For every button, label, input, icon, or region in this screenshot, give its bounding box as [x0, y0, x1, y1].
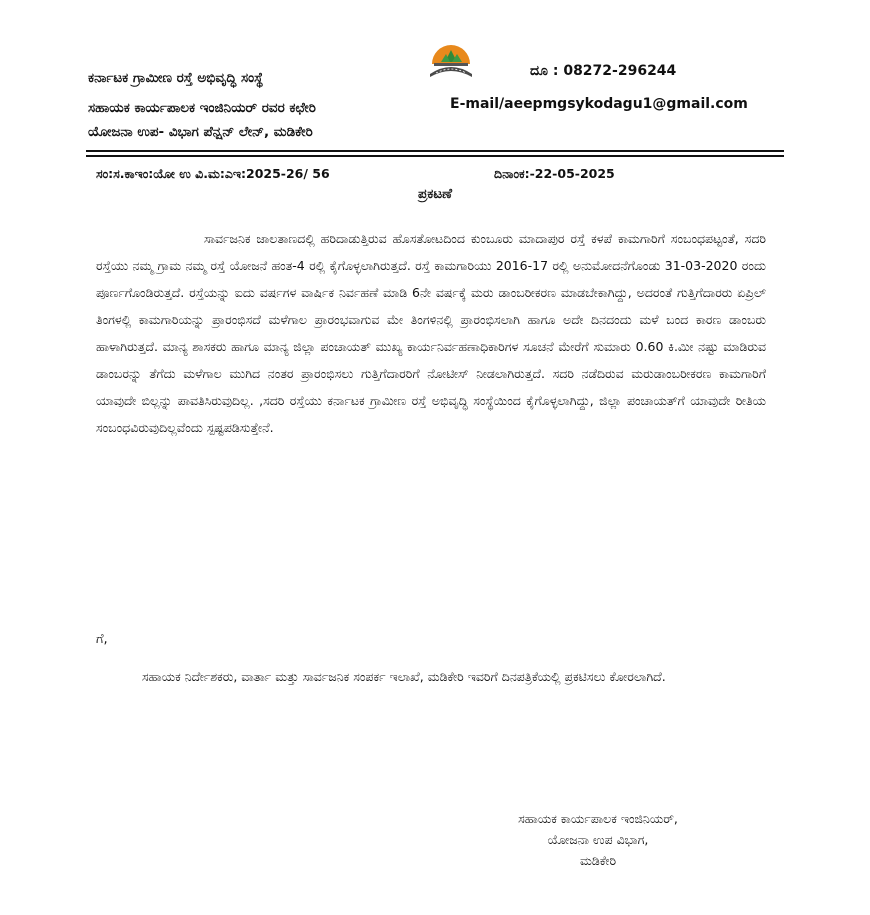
recipient-text: ಸಹಾಯಕ ನಿರ್ದೇಶಕರು, ವಾರ್ತಾ ಮತ್ತು ಸಾರ್ವಜನಿಕ ಸಂಪರ್ಕ ಇಲಾಖೆ, ಮಡಿಕೇರಿ ಇವರಿಗೆ ದಿನಪತ್ರಿಕೆಯಲ್ಲಿ ಪ್ರಕಟಿಸಲು ಕೋರಲಾಗಿದೆ.: [142, 669, 666, 684]
signature-designation: ಸಹಾಯಕ ಕಾರ್ಯಪಾಲಕ ಇಂಜಿನಿಯರ್,: [518, 811, 678, 826]
signature-place: ಮಡಿಕೇರಿ: [579, 853, 617, 868]
reference-number: ಸಂ:ಸ.ಕಾಇಂ:ಯೋ ಉ ವಿ.ಮ:ಎಇ:2025-26/ 56: [96, 166, 330, 181]
header-divider-top: [86, 150, 784, 152]
office-address: ಯೋಜನಾ ಉಪ- ವಿಭಾಗ ಪೆನ್ಷನ್ ಲೇನ್, ಮಡಿಕೇರಿ: [88, 124, 313, 140]
to-label: ಗೆ,: [96, 632, 108, 647]
org-name: ಕರ್ನಾಟಕ ಗ್ರಾಮೀಣ ರಸ್ತೆ ಅಭಿವೃದ್ಧಿ ಸಂಸ್ಥೆ: [88, 70, 264, 86]
notice-body: ಸಾರ್ವಜನಿಕ ಜಾಲತಾಣದಲ್ಲಿ ಹರಿದಾಡುತ್ತಿರುವ ಹೊಸತೋಟದಿಂದ ಕುಂಬೂರು ಮಾದಾಪುರ ರಸ್ತೆ ಕಳಪೆ ಕಾಮಗಾರಿಗೆ ಸಂಬಂಧಪಟ್ಟಂತೆ, ಸದರಿ ರಸ್ತೆಯು ನಮ್ಮ ಗ್ರಾಮ ನಮ್ಮ ರಸ್ತೆ ಯೋಜನೆ ಹಂತ-4 ರಲ್ಲಿ ಕೈಗೊಳ್ಳಲಾಗಿರುತ್ತದೆ. ರಸ್ತೆ ಕಾಮಗಾರಿಯು 2016-17 ರಲ್ಲಿ ಅನುಮೋದನೆಗೊಂಡು 31-03-2020 ರಂದು ಪೂರ್ಣಗೊಂಡಿರುತ್ತದೆ. ರಸ್ತೆಯನ್ನು ಐದು ವರ್ಷಗಳ ವಾರ್ಷಿಕ ನಿರ್ವಹಣೆ ಮಾಡಿ 6ನೇ ವರ್ಷಕ್ಕೆ ಮರು ಡಾಂಬರೀಕರಣ ಮಾಡಬೇಕಾಗಿದ್ದು, ಅದರಂತೆ ಗುತ್ತಿಗೆದಾರರು ಏಪ್ರಿಲ್ ತಿಂಗಳಲ್ಲಿ ಕಾಮಗಾರಿಯನ್ನು ಪ್ರಾರಂಭಿಸದೆ ಮಳೆಗಾಲ ಪ್ರಾರಂಭವಾಗುವ ಮೇ ತಿಂಗಳಿನಲ್ಲಿ ಪ್ರಾರಂಭಿಸಲಾಗಿ ಹಾಗೂ ಅದೇ ದಿನದಂದು ಮಳೆ ಬಂದ ಕಾರಣ ಡಾಂಬರು ಹಾಳಾಗಿರುತ್ತದೆ. ಮಾನ್ಯ ಶಾಸಕರು ಹಾಗೂ ಮಾನ್ಯ ಜಿಲ್ಲಾ ಪಂಚಾಯತ್ ಮುಖ್ಯ ಕಾರ್ಯನಿರ್ವಹಣಾಧಿಕಾರಿಗಳ ಸೂಚನೆ ಮೇರೆಗೆ ಸುಮಾರು 0.60 ಕಿ.ಮೀ ನಷ್ಟು ಮಾಡಿರುವ ಡಾಂಬರನ್ನು ತೆಗೆದು ಮಳೆಗಾಲ ಮುಗಿದ ನಂತರ ಪ್ರಾರಂಭಿಸಲು ಗುತ್ತಿಗೆದಾರರಿಗೆ ನೋಟೀಸ್ ನೀಡಲಾಗಿರುತ್ತದೆ. ಸದರಿ ನಡೆದಿರುವ ಮರುಡಾಂಬರೀಕರಣ ಕಾಮಗಾರಿಗೆ ಯಾವುದೇ ಬಿಲ್ಲನ್ನು ಪಾವತಿಸಿರುವುದಿಲ್ಲ. ,ಸದರಿ ರಸ್ತೆಯು ಕರ್ನಾಟಕ ಗ್ರಾಮೀಣ ರಸ್ತೆ ಅಭಿವೃದ್ಧಿ ಸಂಸ್ಥೆಯಿಂದ ಕೈಗೊಳ್ಳಲಾಗಿದ್ದು, ಜಿಲ್ಲಾ ಪಂಚಾಯತ್‌ಗೆ ಯಾವುದೇ ರೀತಿಯ ಸಂಬಂಧವಿರುವುದಿಲ್ಲವೆಂದು ಸ್ಪಷ್ಟಪಡಿಸುತ್ತೇನೆ.: [96, 231, 766, 435]
header-divider-bottom: [86, 155, 784, 157]
office-name: ಸಹಾಯಕ ಕಾರ್ಯಪಾಲಕ ಇಂಜಿನಿಯರ್ ರವರ ಕಛೇರಿ: [88, 100, 316, 116]
notice-date: ದಿನಾಂಕ:-22-05-2025: [494, 166, 615, 181]
email-address: E-mail/aeepmgsykodagu1@gmail.com: [450, 96, 748, 112]
phone-number: ದೂ : 08272-296244: [530, 63, 677, 79]
pmgsy-logo-icon: [428, 40, 474, 80]
signature-division: ಯೋಜನಾ ಉಪ ವಿಭಾಗ,: [547, 832, 649, 847]
signature-block: [448, 808, 748, 871]
notice-title: ಪ್ರಕಟಣೆ: [418, 186, 452, 202]
